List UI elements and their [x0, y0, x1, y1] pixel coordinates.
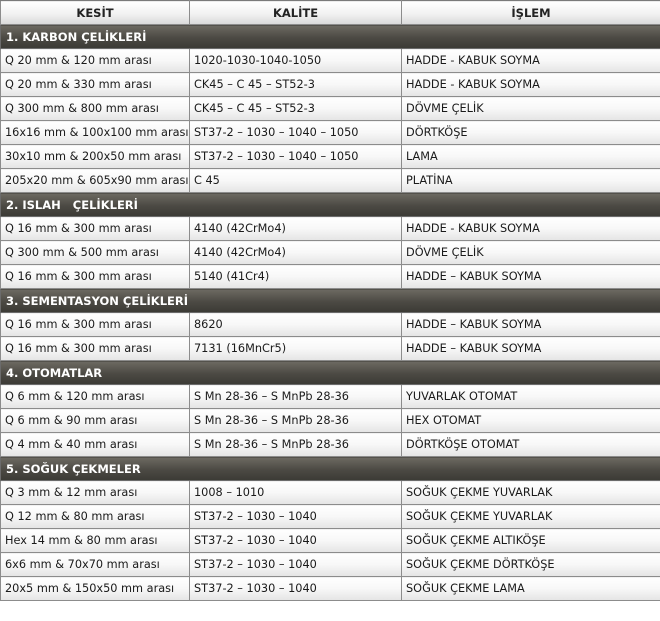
section-header-row — [1, 457, 660, 481]
islem-cell: PLATİNA — [402, 169, 660, 193]
table-row — [1, 217, 660, 241]
table-row — [1, 481, 660, 505]
kesit-cell: Q 3 mm & 12 mm arası — [1, 481, 190, 505]
kesit-cell: Q 16 mm & 300 mm arası — [1, 337, 190, 361]
table-row — [1, 97, 660, 121]
islem-cell: SOĞUK ÇEKME LAMA — [402, 577, 660, 601]
kesit-cell: Q 4 mm & 40 mm arası — [1, 433, 190, 457]
islem-cell: HADDE - KABUK SOYMA — [402, 217, 660, 241]
islem-cell: LAMA — [402, 145, 660, 169]
kesit-cell: 6x6 mm & 70x70 mm arası — [1, 553, 190, 577]
table-row — [1, 169, 660, 193]
kesit-cell: 205x20 mm & 605x90 mm arası — [1, 169, 190, 193]
column-header-kalite: KALİTE — [190, 1, 402, 25]
section-title: 1. KARBON ÇELİKLERİ — [1, 25, 660, 49]
kalite-cell: ST37-2 – 1030 – 1040 — [190, 577, 402, 601]
table-row — [1, 313, 660, 337]
kesit-cell: 20x5 mm & 150x50 mm arası — [1, 577, 190, 601]
islem-cell: HADDE – KABUK SOYMA — [402, 265, 660, 289]
islem-cell: HADDE - KABUK SOYMA — [402, 73, 660, 97]
kalite-cell: ST37-2 – 1030 – 1040 — [190, 529, 402, 553]
kalite-cell: 4140 (42CrMo4) — [190, 241, 402, 265]
column-header-islem: İŞLEM — [402, 1, 660, 25]
table-row — [1, 529, 660, 553]
kalite-cell: 7131 (16MnCr5) — [190, 337, 402, 361]
kalite-cell: 1008 – 1010 — [190, 481, 402, 505]
islem-cell: SOĞUK ÇEKME YUVARLAK — [402, 481, 660, 505]
table-row — [1, 49, 660, 73]
column-header-kesit: KESİT — [1, 1, 190, 25]
section-title: 3. SEMENTASYON ÇELİKLERİ — [1, 289, 660, 313]
kalite-cell: S Mn 28-36 – S MnPb 28-36 — [190, 409, 402, 433]
kalite-cell: ST37-2 – 1030 – 1040 – 1050 — [190, 121, 402, 145]
islem-cell: DÖRTKÖŞE — [402, 121, 660, 145]
kalite-cell: CK45 – C 45 – ST52-3 — [190, 97, 402, 121]
kalite-cell: S Mn 28-36 – S MnPb 28-36 — [190, 433, 402, 457]
table-row — [1, 145, 660, 169]
islem-cell: SOĞUK ÇEKME DÖRTKÖŞE — [402, 553, 660, 577]
islem-cell: HEX OTOMAT — [402, 409, 660, 433]
kalite-cell: 5140 (41Cr4) — [190, 265, 402, 289]
table-row — [1, 385, 660, 409]
table-row — [1, 121, 660, 145]
kesit-cell: Q 16 mm & 300 mm arası — [1, 313, 190, 337]
islem-cell: YUVARLAK OTOMAT — [402, 385, 660, 409]
section-header-row — [1, 193, 660, 217]
kalite-cell: 4140 (42CrMo4) — [190, 217, 402, 241]
kalite-cell: CK45 – C 45 – ST52-3 — [190, 73, 402, 97]
section-title: 5. SOĞUK ÇEKMELER — [1, 457, 660, 481]
section-header-row — [1, 361, 660, 385]
kesit-cell: 30x10 mm & 200x50 mm arası — [1, 145, 190, 169]
kesit-cell: Q 12 mm & 80 mm arası — [1, 505, 190, 529]
kesit-cell: Q 300 mm & 500 mm arası — [1, 241, 190, 265]
section-title: 4. OTOMATLAR — [1, 361, 660, 385]
table-row — [1, 337, 660, 361]
table-row — [1, 577, 660, 601]
kesit-cell: 16x16 mm & 100x100 mm arası — [1, 121, 190, 145]
islem-cell: DÖRTKÖŞE OTOMAT — [402, 433, 660, 457]
kesit-cell: Q 300 mm & 800 mm arası — [1, 97, 190, 121]
islem-cell: HADDE – KABUK SOYMA — [402, 337, 660, 361]
kalite-cell: S Mn 28-36 – S MnPb 28-36 — [190, 385, 402, 409]
section-header-row — [1, 289, 660, 313]
kesit-cell: Q 20 mm & 120 mm arası — [1, 49, 190, 73]
kalite-cell: 1020-1030-1040-1050 — [190, 49, 402, 73]
header-row — [1, 1, 660, 25]
islem-cell: SOĞUK ÇEKME YUVARLAK — [402, 505, 660, 529]
islem-cell: HADDE - KABUK SOYMA — [402, 49, 660, 73]
kesit-cell: Q 6 mm & 90 mm arası — [1, 409, 190, 433]
islem-cell: HADDE – KABUK SOYMA — [402, 313, 660, 337]
kalite-cell: ST37-2 – 1030 – 1040 – 1050 — [190, 145, 402, 169]
kesit-cell: Hex 14 mm & 80 mm arası — [1, 529, 190, 553]
kesit-cell: Q 16 mm & 300 mm arası — [1, 217, 190, 241]
table-row — [1, 409, 660, 433]
section-header-row — [1, 25, 660, 49]
kesit-cell: Q 16 mm & 300 mm arası — [1, 265, 190, 289]
kalite-cell: ST37-2 – 1030 – 1040 — [190, 553, 402, 577]
table-row — [1, 73, 660, 97]
kesit-cell: Q 6 mm & 120 mm arası — [1, 385, 190, 409]
table-row — [1, 433, 660, 457]
section-title: 2. ISLAH ÇELİKLERİ — [1, 193, 660, 217]
table-row — [1, 505, 660, 529]
kalite-cell: ST37-2 – 1030 – 1040 — [190, 505, 402, 529]
kalite-cell: C 45 — [190, 169, 402, 193]
table-row — [1, 241, 660, 265]
islem-cell: SOĞUK ÇEKME ALTIKÖŞE — [402, 529, 660, 553]
islem-cell: DÖVME ÇELİK — [402, 97, 660, 121]
kesit-cell: Q 20 mm & 330 mm arası — [1, 73, 190, 97]
islem-cell: DÖVME ÇELİK — [402, 241, 660, 265]
table-row — [1, 553, 660, 577]
kalite-cell: 8620 — [190, 313, 402, 337]
table-row — [1, 265, 660, 289]
table-body — [1, 25, 660, 601]
